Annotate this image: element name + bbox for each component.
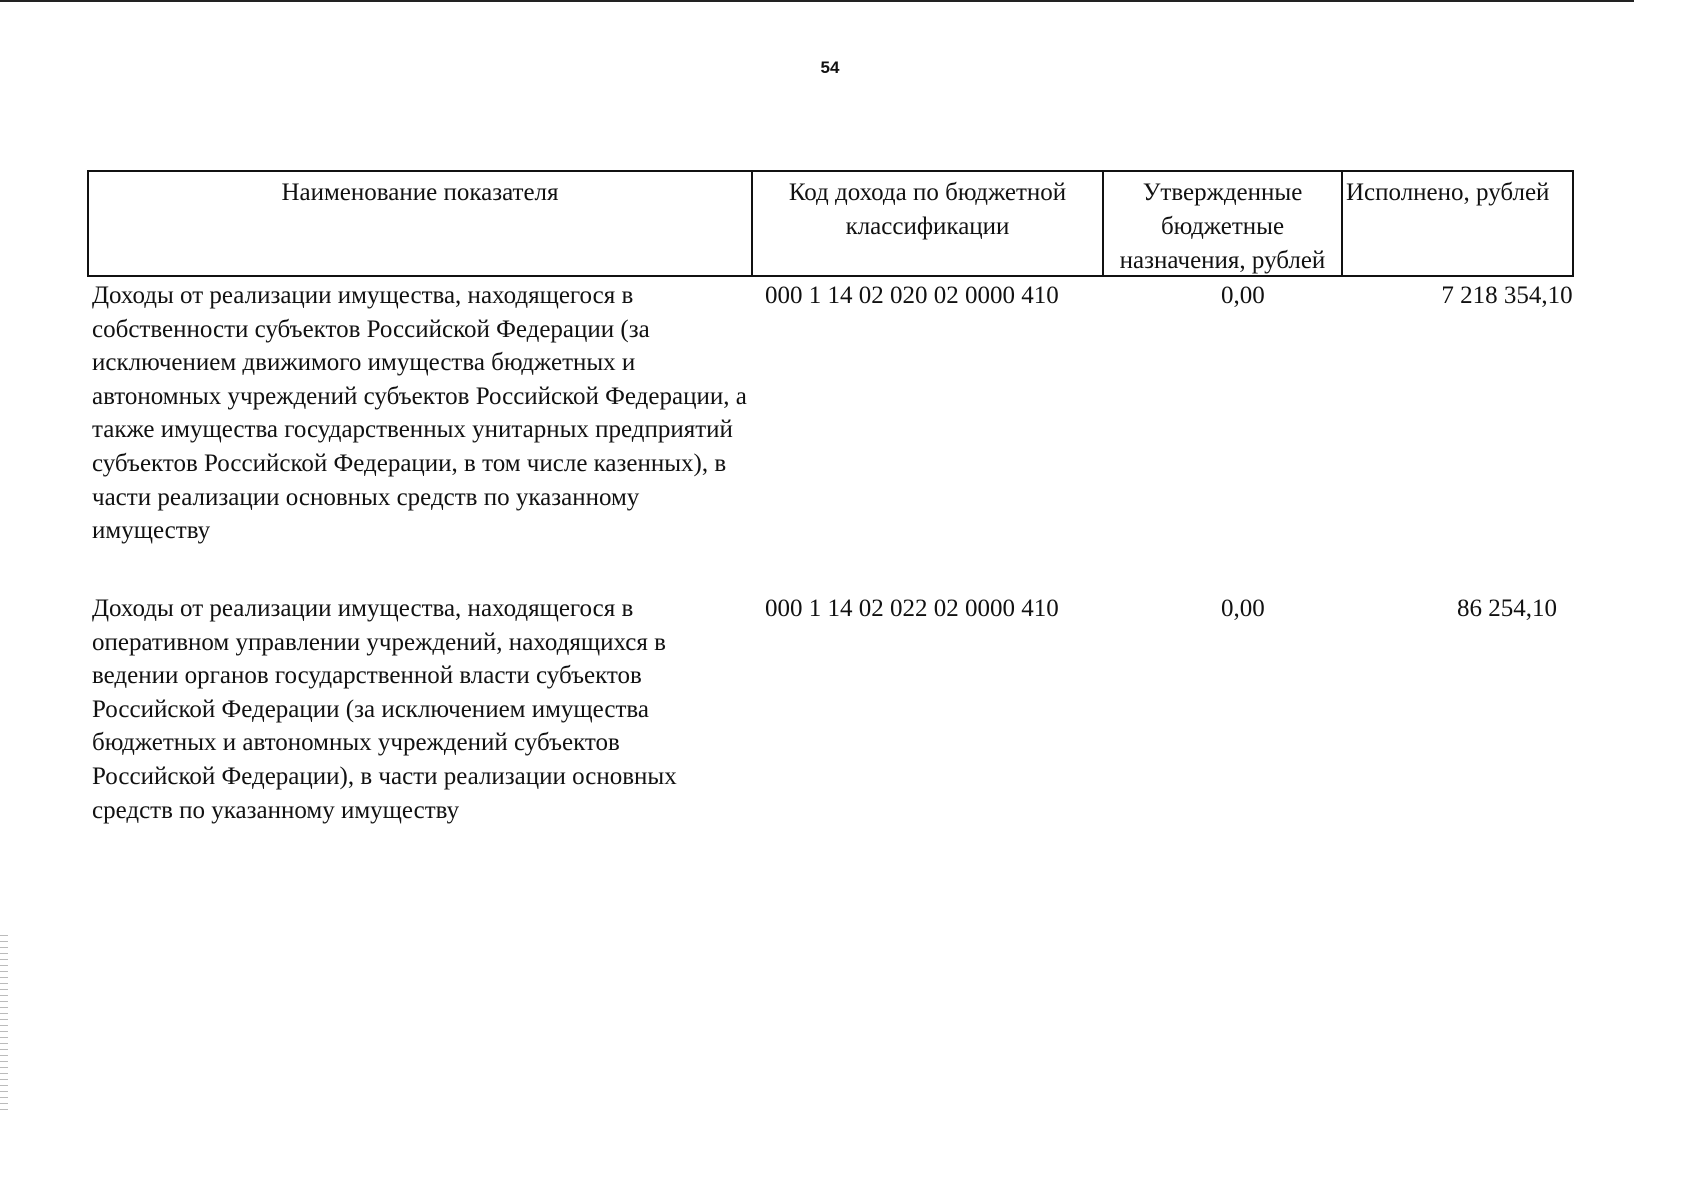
table-header: [87, 170, 1574, 277]
row-approved-amount: 0,00: [1221, 595, 1265, 622]
scan-edge-artifact: [0, 935, 8, 1115]
row-indicator-name: Доходы от реализации имущества, находящегося в оперативном управлении учреждений, находящихся в ведении органов государственной власти субъектов Российской Федерации (за исключением имущества бюджетных и автономных учреждений субъектов Российской Федерации), в части реализации основных средств по указанному имуществу: [92, 595, 677, 824]
page-number: 54: [820, 58, 840, 77]
row-indicator-name: Доходы от реализации имущества, находящегося в собственности субъектов Российской Федерации (за исключением движимого имущества бюджетных и автономных учреждений субъектов Российской Федерации, а также имущества государственных унитарных предприятий субъектов Российской Федерации, в том числе казенных), в части реализации основных средств по указанному имуществу: [92, 282, 747, 545]
header-executed-amount: Исполнено, рублей: [1346, 179, 1550, 206]
top-border-line: [0, 0, 1634, 2]
row-income-code: 000 1 14 02 022 02 0000 410: [765, 595, 1059, 622]
row-income-code: 000 1 14 02 020 02 0000 410: [765, 282, 1059, 309]
header-approved-amount: Утвержденные бюджетные назначения, рублей: [1104, 172, 1343, 275]
row-approved-amount: 0,00: [1221, 282, 1265, 309]
header-income-code: Код дохода по бюджетной классификации: [753, 172, 1104, 275]
row-executed-amount: 86 254,10: [1457, 595, 1557, 622]
header-indicator-name: Наименование показателя: [89, 172, 753, 275]
row-executed-amount: 7 218 354,10: [1441, 282, 1573, 309]
